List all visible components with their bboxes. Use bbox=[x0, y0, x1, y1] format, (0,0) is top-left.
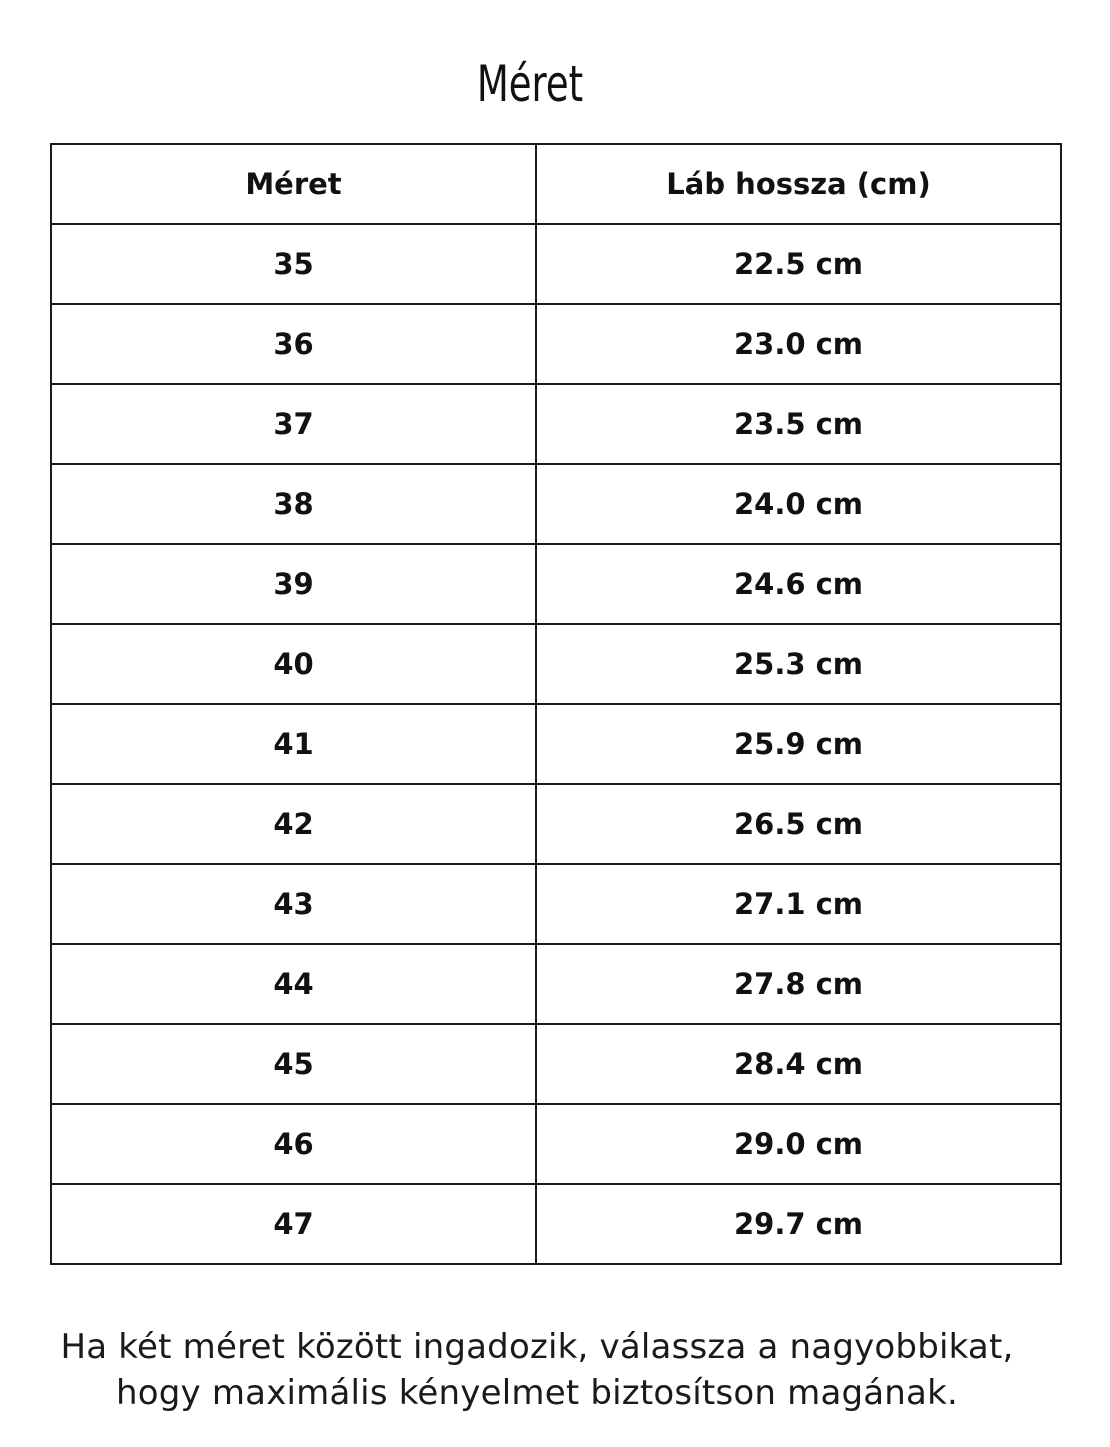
table-row bbox=[51, 944, 1061, 1024]
size-cell: 37 bbox=[51, 384, 536, 464]
table-row bbox=[51, 864, 1061, 944]
size-advice-line-2: hogy maximális kényelmet biztosítson magának. bbox=[116, 1373, 958, 1413]
size-cell: 38 bbox=[51, 464, 536, 544]
size-cell: 35 bbox=[51, 224, 536, 304]
size-cell: 44 bbox=[51, 944, 536, 1024]
foot-length-cell: 27.8 cm bbox=[536, 944, 1061, 1024]
table-row bbox=[51, 544, 1061, 624]
foot-length-cell: 27.1 cm bbox=[536, 864, 1061, 944]
size-cell: 39 bbox=[51, 544, 536, 624]
size-cell: 41 bbox=[51, 704, 536, 784]
header-foot-length: Láb hossza (cm) bbox=[536, 144, 1061, 224]
size-cell: 40 bbox=[51, 624, 536, 704]
header-size: Méret bbox=[51, 144, 536, 224]
table-row bbox=[51, 384, 1061, 464]
foot-length-cell: 29.0 cm bbox=[536, 1104, 1061, 1184]
size-cell: 46 bbox=[51, 1104, 536, 1184]
foot-length-cell: 25.9 cm bbox=[536, 704, 1061, 784]
table-row bbox=[51, 624, 1061, 704]
size-cell: 36 bbox=[51, 304, 536, 384]
size-chart-table bbox=[50, 143, 1062, 1265]
size-cell: 45 bbox=[51, 1024, 536, 1104]
foot-length-cell: 28.4 cm bbox=[536, 1024, 1061, 1104]
table-row bbox=[51, 304, 1061, 384]
size-advice-line-1: Ha két méret között ingadozik, válassza a nagyobbikat, bbox=[60, 1327, 1014, 1367]
foot-length-cell: 24.0 cm bbox=[536, 464, 1061, 544]
table-row bbox=[51, 704, 1061, 784]
table-row bbox=[51, 224, 1061, 304]
size-advice-note bbox=[0, 1324, 1074, 1416]
size-cell: 43 bbox=[51, 864, 536, 944]
table-row bbox=[51, 1024, 1061, 1104]
table-row bbox=[51, 464, 1061, 544]
foot-length-cell: 24.6 cm bbox=[536, 544, 1061, 624]
foot-length-cell: 23.0 cm bbox=[536, 304, 1061, 384]
table-row bbox=[51, 784, 1061, 864]
foot-length-cell: 23.5 cm bbox=[536, 384, 1061, 464]
table-row bbox=[51, 1184, 1061, 1264]
foot-length-cell: 25.3 cm bbox=[536, 624, 1061, 704]
size-cell: 47 bbox=[51, 1184, 536, 1264]
table-row bbox=[51, 1104, 1061, 1184]
foot-length-cell: 26.5 cm bbox=[536, 784, 1061, 864]
foot-length-cell: 29.7 cm bbox=[536, 1184, 1061, 1264]
table-header-row bbox=[51, 144, 1061, 224]
page-title: Méret bbox=[476, 55, 584, 113]
foot-length-cell: 22.5 cm bbox=[536, 224, 1061, 304]
size-cell: 42 bbox=[51, 784, 536, 864]
